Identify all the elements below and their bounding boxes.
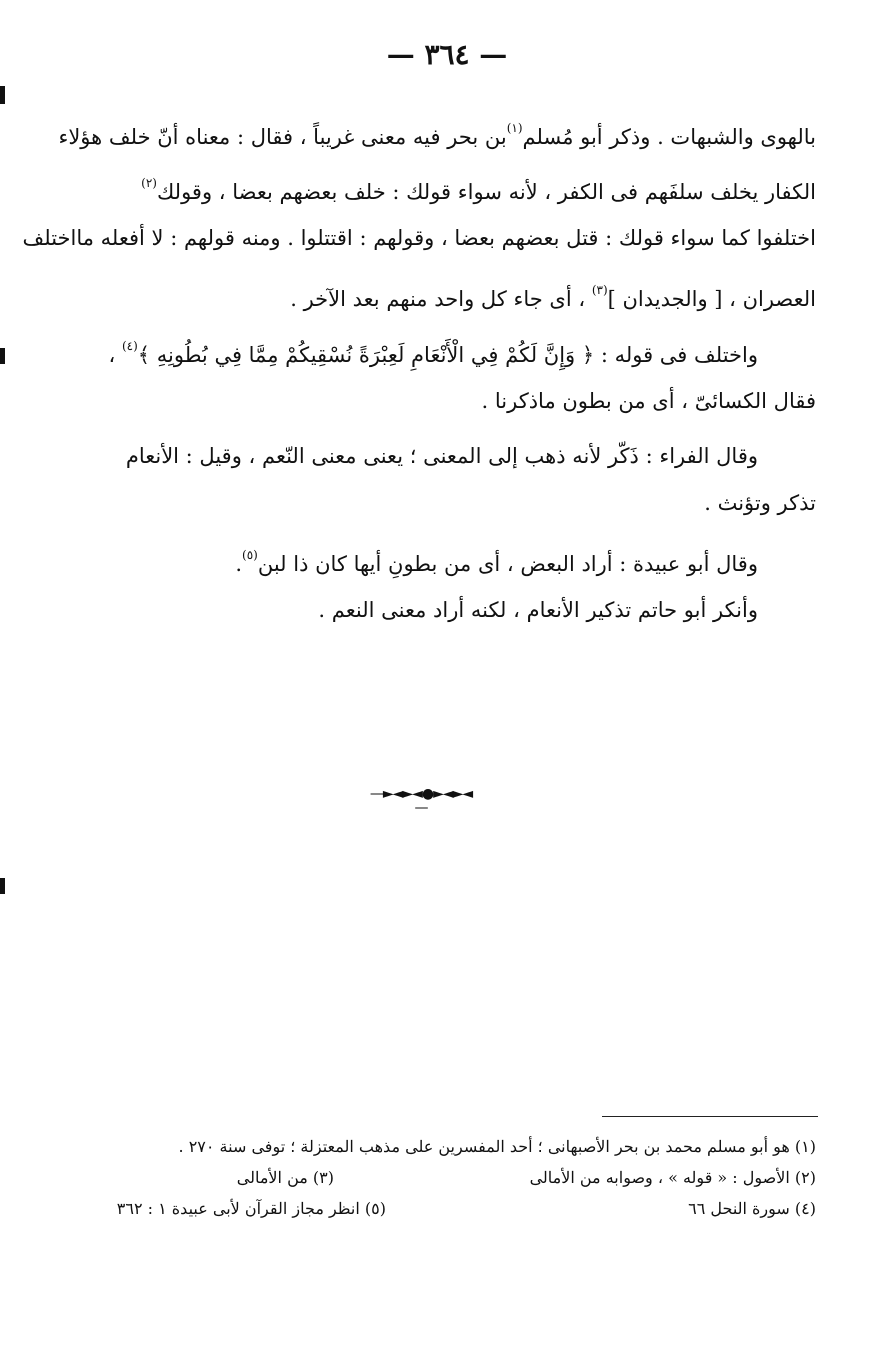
text-segment: اختلفوا كما سواء قولك : قتل بعضهم بعضا ، وقولهم : اقتتلوا . ومنه قولهم : لا أفعله مااختلف bbox=[22, 226, 816, 250]
footnote-item: (٣) من الأمالى bbox=[236, 1168, 334, 1187]
scan-edge-mark bbox=[0, 348, 5, 364]
text-segment: وأنكر أبو حاتم تذكير الأنعام ، لكنه أراد معنى النعم . bbox=[318, 598, 758, 622]
text-segment: ، أى جاء كل واحد منهم بعد الآخر . bbox=[290, 287, 586, 311]
text-segment: بالهوى والشبهات . وذكر أبو مُسلم bbox=[522, 125, 816, 149]
footnote-ref[interactable]: (٥) bbox=[242, 548, 258, 562]
footnote-item: (٥) انظر مجاز القرآن لأبى عبيدة ١ : ٣٦٢ bbox=[116, 1199, 386, 1218]
page-number: — ٣٦٤ — bbox=[386, 38, 508, 71]
text-segment: العصران ، [ والجديدان ] bbox=[607, 287, 816, 311]
text-segment: فقال الكسائىّ ، أى من بطون ماذكرنا . bbox=[481, 389, 816, 413]
footnote-ref[interactable]: (٣) bbox=[591, 283, 608, 297]
text-line bbox=[318, 582, 758, 638]
footnote-item: (٤) سورة النحل ٦٦ bbox=[688, 1199, 816, 1218]
text-segment: . bbox=[235, 552, 243, 576]
text-line bbox=[704, 475, 816, 531]
footnote-item: (٢) الأصول : « قوله » ، وصوابه من الأمالى bbox=[529, 1168, 816, 1187]
footnote-divider bbox=[602, 1116, 818, 1117]
text-segment: ، bbox=[108, 343, 116, 367]
text-segment: واختلف فى قوله : ﴿ وَإِنَّ لَكُمْ فِي الْأَنْعَامِ لَعِبْرَةً نُسْقِيكُمْ مِمَّا فِي بُطُونِهِ ﴾ bbox=[137, 343, 758, 367]
text-segment: وقال الفراء : ذَكّر لأنه ذهب إلى المعنى ؛ يعنى معنى النّعم ، وقيل : الأنعام bbox=[125, 444, 758, 468]
footnote-ref[interactable]: (١) bbox=[506, 121, 523, 135]
scan-edge-mark bbox=[0, 878, 5, 894]
text-segment: الكفار يخلف سلفَهم فى الكفر ، لأنه سواء قولك : خلف بعضهم بعضا ، وقولك bbox=[156, 180, 816, 204]
scan-edge-mark bbox=[0, 86, 5, 104]
section-ornament: —►◄►◄●►◄►◄— bbox=[369, 786, 473, 816]
footnote-item: (١) هو أبو مسلم محمد بن بحر الأصبهانى ؛ أحد المفسرين على مذهب المعتزلة ؛ توفى سنة ٢٧٠ . bbox=[178, 1137, 816, 1156]
text-segment: وقال أبو عبيدة : أراد البعض ، أى من بطونِ أيها كان ذا لبن bbox=[257, 552, 758, 576]
text-segment: تذكر وتؤنث . bbox=[704, 491, 816, 515]
text-line bbox=[126, 428, 758, 484]
footnote-ref[interactable]: (٤) bbox=[121, 339, 138, 353]
footnote-ref[interactable]: (٢) bbox=[141, 176, 157, 190]
text-line bbox=[482, 373, 816, 429]
text-segment: بن بحر فيه معنى غريباً ، فقال : معناه أنّ خلف هؤلاء bbox=[58, 125, 507, 149]
text-line bbox=[23, 210, 817, 266]
